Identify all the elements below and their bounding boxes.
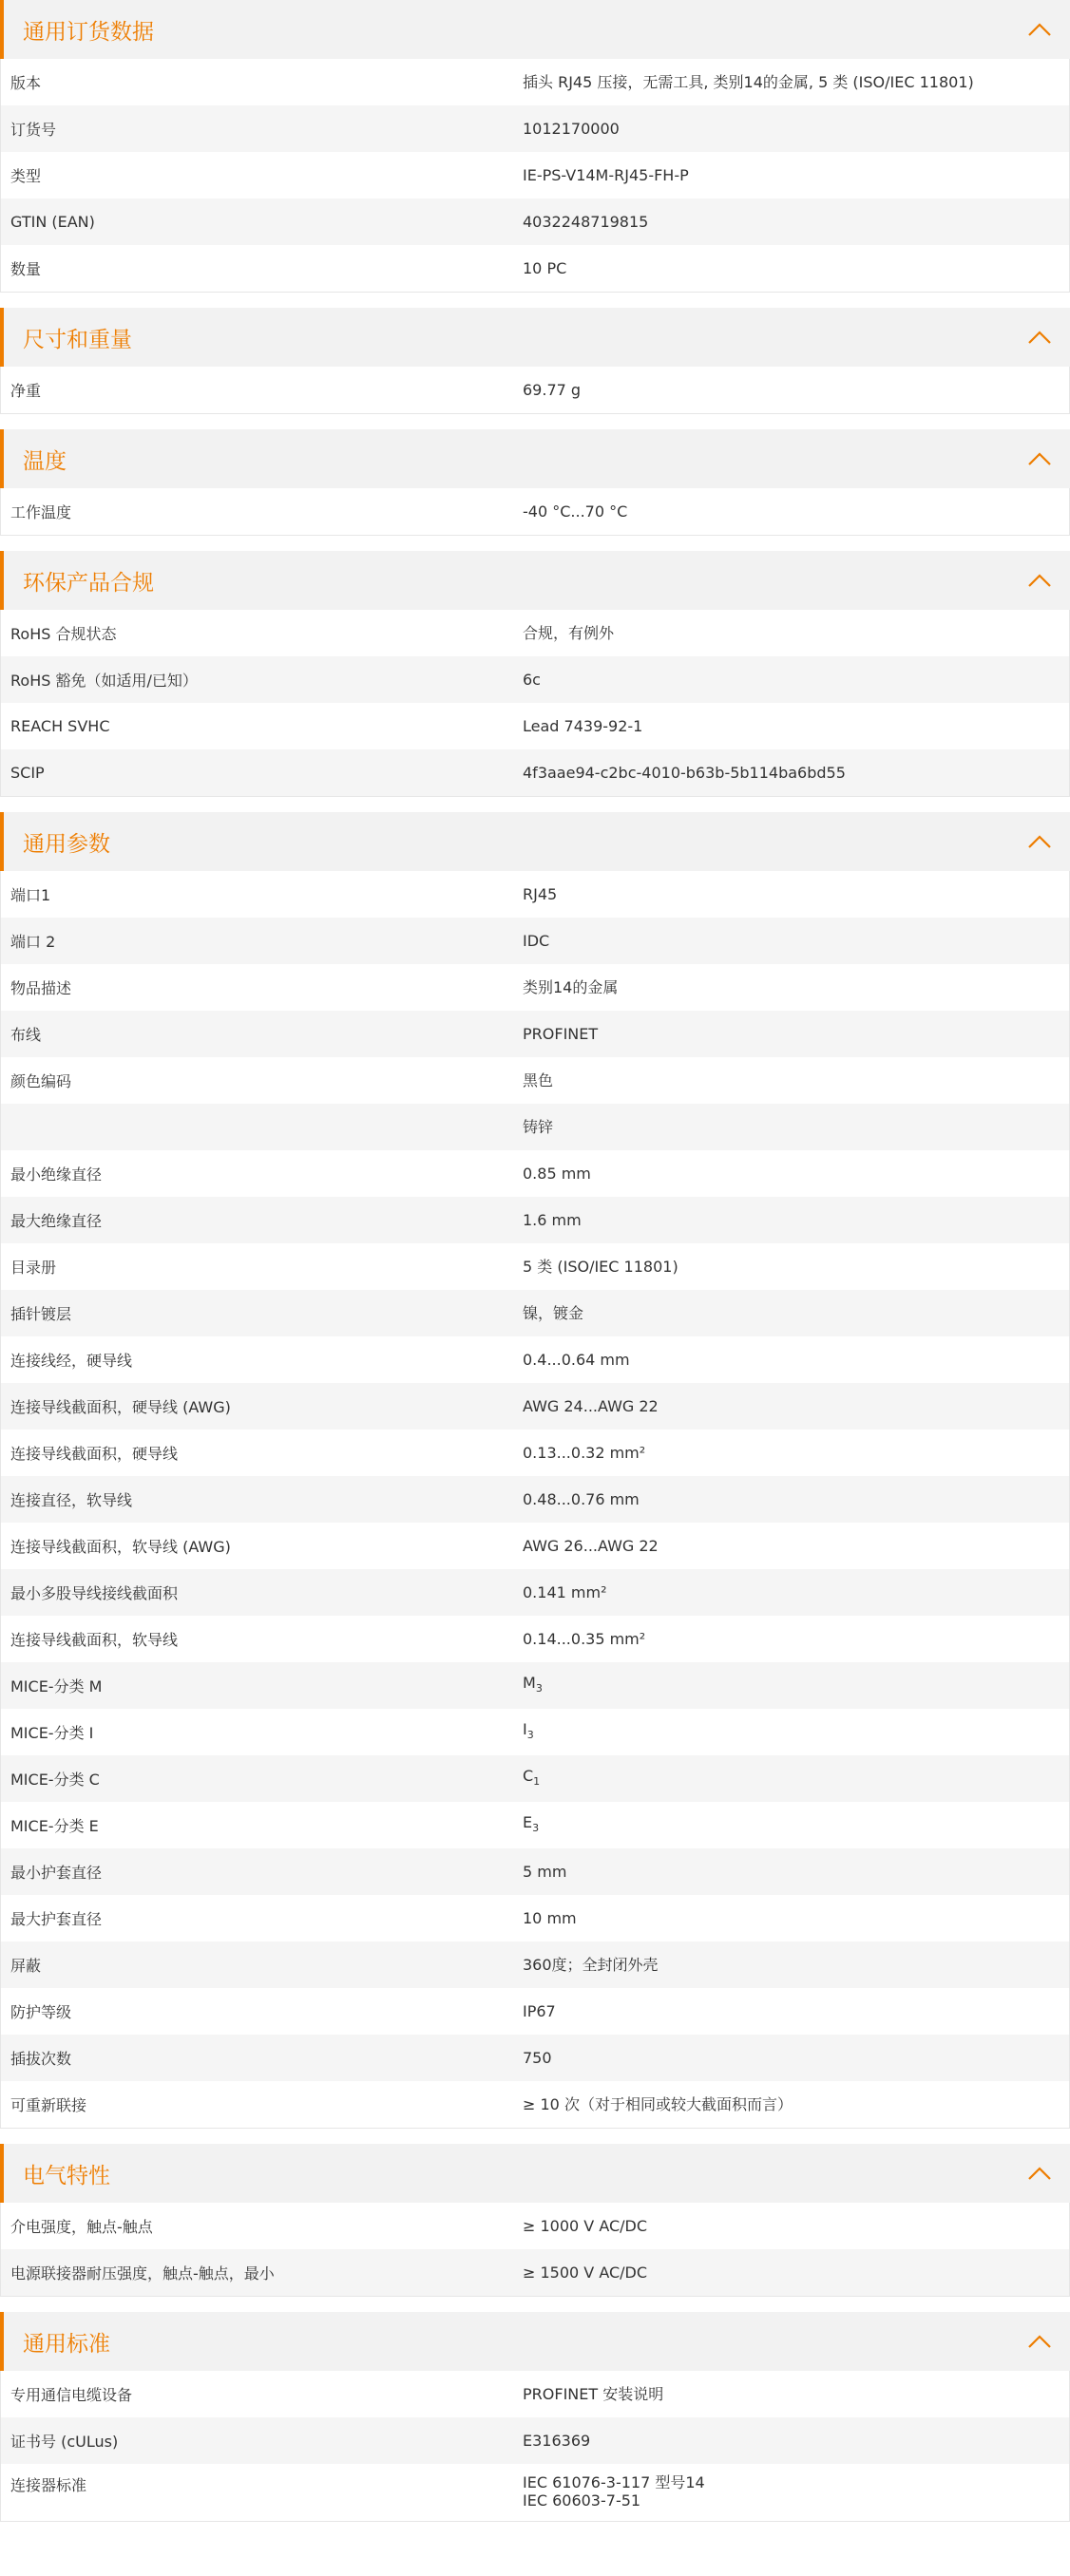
spec-value-text: 1012170000: [523, 120, 620, 138]
spec-value-text: 0.85 mm: [523, 1165, 591, 1183]
spec-row: [1, 964, 1069, 1011]
spec-label: MICE-分类 M: [10, 1677, 103, 1695]
spec-value: [513, 1025, 1069, 1043]
section-header[interactable]: [0, 429, 1070, 488]
spec-value-text: 插头 RJ45 压接，无需工具, 类别14的金属, 5 类 (ISO/IEC 11801): [523, 73, 974, 91]
spec-label: 插针镀层: [10, 1305, 72, 1323]
spec-table: [0, 871, 1070, 2129]
spec-label: MICE-分类 C: [10, 1771, 100, 1789]
spec-value-text: 1.6 mm: [523, 1211, 582, 1229]
section-title: 通用标准: [23, 2331, 110, 2357]
spec-label: 连接器标准: [10, 2476, 87, 2494]
spec-value: [513, 1909, 1069, 1927]
spec-value: [513, 764, 1069, 782]
spec-label: GTIN (EAN): [10, 213, 95, 231]
spec-table: [0, 610, 1070, 797]
spec-table: [0, 488, 1070, 536]
spec-row: [1, 1383, 1069, 1430]
spec-label: 电源联接器耐压强度，触点-触点，最小: [10, 2264, 275, 2282]
spec-row: [1, 871, 1069, 918]
spec-value-text: PROFINET 安装说明: [523, 2385, 664, 2403]
spec-value: [513, 1583, 1069, 1601]
spec-label: 最大护套直径: [10, 1910, 103, 1928]
spec-row: [1, 2417, 1069, 2464]
spec-row: [1, 1430, 1069, 1476]
spec-value: [513, 1351, 1069, 1369]
spec-value-text: 0.48...0.76 mm: [523, 1490, 640, 1508]
spec-value-text: AWG 24...AWG 22: [523, 1397, 659, 1415]
spec-value-text: 4f3aae94-c2bc-4010-b63b-5b114ba6bd55: [523, 764, 846, 782]
spec-value: [513, 1397, 1069, 1415]
spec-label: RoHS 合规状态: [10, 625, 117, 643]
spec-value: [513, 1863, 1069, 1881]
spec-value: [513, 1165, 1069, 1183]
spec-value-text: ≥ 10 次（对于相同或较大截面积而言）: [523, 2095, 793, 2113]
spec-value: [513, 2473, 1069, 2510]
spec-value: [513, 1537, 1069, 1555]
spec-row: [1, 2249, 1069, 2296]
spec-value: [513, 259, 1069, 277]
spec-row: [1, 1895, 1069, 1941]
spec-value-text: 0.13...0.32 mm²: [523, 1444, 646, 1462]
chevron-up-icon[interactable]: [1022, 824, 1057, 859]
spec-value-text: ≥ 1500 V AC/DC: [523, 2263, 648, 2282]
spec-section: [0, 429, 1070, 536]
spec-row: [1, 1197, 1069, 1243]
spec-value-text: 镍，镀金: [523, 1304, 584, 1322]
spec-value-text: 5 类 (ISO/IEC 11801): [523, 1258, 678, 1276]
spec-value-line2: IEC 60603-7-51: [523, 2491, 641, 2510]
spec-label: 端口1: [10, 886, 51, 904]
spec-label: 连接导线截面积，硬导线 (AWG): [10, 1398, 231, 1416]
spec-value-text: M: [523, 1673, 536, 1692]
spec-value: [513, 885, 1069, 903]
chevron-up-icon[interactable]: [1022, 2324, 1057, 2358]
spec-label: 最小绝缘直径: [10, 1165, 103, 1184]
spec-value: [513, 2002, 1069, 2020]
spec-value: [513, 624, 1069, 642]
spec-label: 最小多股导线接线截面积: [10, 1584, 179, 1602]
spec-label: 连接导线截面积，硬导线: [10, 1445, 179, 1463]
spec-table: [0, 2203, 1070, 2297]
spec-label: 专用通信电缆设备: [10, 2386, 133, 2404]
spec-value: [513, 2049, 1069, 2067]
spec-label: 介电强度，触点-触点: [10, 2218, 153, 2236]
spec-label: RoHS 豁免（如适用/已知）: [10, 672, 198, 690]
spec-row: [1, 1523, 1069, 1569]
spec-row: [1, 105, 1069, 152]
spec-value: [513, 502, 1069, 521]
spec-label: 目录册: [10, 1259, 57, 1277]
spec-value-text: 5 mm: [523, 1863, 567, 1881]
spec-label: MICE-分类 I: [10, 1724, 94, 1742]
spec-value: [513, 1258, 1069, 1276]
spec-value-text: E316369: [523, 2432, 591, 2450]
section-title: 电气特性: [23, 2163, 110, 2188]
spec-value-subscript: 3: [535, 1682, 543, 1695]
spec-value-text: 750: [523, 2049, 552, 2067]
spec-value-text: Lead 7439-92-1: [523, 717, 643, 735]
spec-value-text: 10 mm: [523, 1909, 577, 1927]
spec-row: [1, 610, 1069, 656]
spec-value: [513, 1720, 1069, 1744]
spec-row: [1, 488, 1069, 535]
spec-value: [513, 1304, 1069, 1322]
spec-row: [1, 59, 1069, 105]
spec-value-text: 0.4...0.64 mm: [523, 1351, 630, 1369]
spec-value: [513, 2385, 1069, 2403]
spec-value-subscript: 1: [533, 1775, 541, 1789]
spec-row: [1, 1336, 1069, 1383]
spec-label: 证书号 (cULus): [10, 2433, 119, 2451]
spec-value: [513, 1211, 1069, 1229]
spec-row: [1, 245, 1069, 292]
spec-value: [513, 932, 1069, 950]
spec-section: [0, 0, 1070, 293]
spec-value: [513, 717, 1069, 735]
spec-row: [1, 1290, 1069, 1336]
spec-table: [0, 367, 1070, 414]
spec-value-text: IE-PS-V14M-RJ45-FH-P: [523, 166, 689, 184]
spec-row: [1, 1057, 1069, 1104]
section-title: 通用参数: [23, 831, 110, 857]
chevron-up-icon[interactable]: [1022, 12, 1057, 47]
spec-label: 订货号: [10, 121, 57, 139]
spec-value-text: AWG 26...AWG 22: [523, 1537, 659, 1555]
spec-label: 防护等级: [10, 2003, 72, 2021]
chevron-up-icon[interactable]: [1022, 2156, 1057, 2190]
spec-row: [1, 1802, 1069, 1848]
spec-value-text: 10 PC: [523, 259, 567, 277]
spec-row: [1, 1476, 1069, 1523]
spec-value: [513, 671, 1069, 689]
spec-label: 连接导线截面积，软导线 (AWG): [10, 1538, 231, 1556]
spec-label: REACH SVHC: [10, 717, 110, 735]
spec-row: [1, 152, 1069, 199]
spec-value-text: IP67: [523, 2002, 556, 2020]
spec-value-text: 类别14的金属: [523, 978, 619, 996]
spec-row: [1, 1150, 1069, 1197]
spec-value-text: C: [523, 1766, 534, 1785]
section-header[interactable]: [0, 812, 1070, 871]
spec-row: [1, 2464, 1069, 2521]
spec-value-text: IDC: [523, 932, 550, 950]
spec-value: [513, 381, 1069, 399]
spec-label: 布线: [10, 1026, 42, 1044]
spec-label: 连接线经，硬导线: [10, 1352, 133, 1370]
spec-row: [1, 918, 1069, 964]
spec-label: SCIP: [10, 764, 45, 782]
spec-label: 插拔次数: [10, 2050, 72, 2068]
spec-row: [1, 1848, 1069, 1895]
spec-row: [1, 2371, 1069, 2417]
spec-value: [513, 2432, 1069, 2450]
spec-table: [0, 59, 1070, 293]
spec-value: [513, 166, 1069, 184]
spec-value: [513, 1813, 1069, 1837]
spec-label: 连接导线截面积，软导线: [10, 1631, 179, 1649]
spec-value-text: 合规，有例外: [523, 624, 615, 642]
section-header[interactable]: [0, 0, 1070, 59]
spec-value: [513, 1444, 1069, 1462]
spec-value: [513, 120, 1069, 138]
spec-row: [1, 1988, 1069, 2035]
chevron-up-icon[interactable]: [1022, 563, 1057, 597]
spec-value-text: E: [523, 1812, 533, 1831]
spec-value: [513, 2095, 1069, 2113]
spec-row: [1, 1755, 1069, 1802]
spec-label: 数量: [10, 260, 42, 278]
spec-label: 最小护套直径: [10, 1864, 103, 1882]
spec-label: 颜色编码: [10, 1072, 72, 1090]
spec-section: [0, 812, 1070, 2129]
spec-row: [1, 749, 1069, 796]
spec-value-text: -40 °C...70 °C: [523, 502, 628, 521]
spec-value: [513, 1118, 1069, 1136]
spec-value-text: 6c: [523, 671, 541, 689]
spec-label: 屏蔽: [10, 1957, 42, 1975]
spec-value: [513, 2263, 1069, 2282]
spec-row: [1, 199, 1069, 245]
spec-value-subscript: 3: [526, 1729, 534, 1742]
spec-value-text: 铸锌: [523, 1118, 554, 1136]
section-title: 尺寸和重量: [23, 327, 132, 352]
spec-value: [513, 1674, 1069, 1697]
spec-value: [513, 1490, 1069, 1508]
spec-row: [1, 367, 1069, 413]
section-header[interactable]: [0, 2144, 1070, 2203]
spec-value-text: 0.141 mm²: [523, 1583, 607, 1601]
spec-label: 版本: [10, 74, 42, 92]
section-title: 温度: [23, 448, 67, 474]
spec-value: [513, 73, 1069, 91]
spec-value-subscript: 3: [532, 1822, 540, 1835]
spec-row: [1, 1011, 1069, 1057]
section-title: 环保产品合规: [23, 570, 154, 596]
spec-label: 净重: [10, 382, 42, 400]
spec-row: [1, 1569, 1069, 1616]
spec-label: 类型: [10, 167, 42, 185]
spec-value: [513, 1630, 1069, 1648]
spec-section: [0, 2312, 1070, 2522]
spec-value: [513, 1956, 1069, 1974]
spec-value-text: I: [523, 1719, 527, 1738]
section-header[interactable]: [0, 308, 1070, 367]
spec-value-text: 0.14...0.35 mm²: [523, 1630, 646, 1648]
spec-row: [1, 1104, 1069, 1150]
spec-section: [0, 308, 1070, 414]
spec-row: [1, 2081, 1069, 2128]
spec-row: [1, 2203, 1069, 2249]
spec-value-text: 黑色: [523, 1071, 554, 1089]
spec-section: [0, 551, 1070, 797]
spec-label: 可重新联接: [10, 2096, 87, 2114]
spec-row: [1, 703, 1069, 749]
spec-value-text: IEC 61076-3-117 型号14: [523, 2473, 705, 2491]
section-header[interactable]: [0, 2312, 1070, 2371]
spec-value: [513, 1767, 1069, 1790]
spec-label: 工作温度: [10, 503, 72, 521]
spec-row: [1, 656, 1069, 703]
spec-value: [513, 2217, 1069, 2235]
spec-row: [1, 1616, 1069, 1662]
chevron-up-icon[interactable]: [1022, 320, 1057, 354]
spec-value-text: ≥ 1000 V AC/DC: [523, 2217, 648, 2235]
spec-row: [1, 1662, 1069, 1709]
spec-label: MICE-分类 E: [10, 1817, 99, 1835]
spec-label: 最大绝缘直径: [10, 1212, 103, 1230]
spec-table: [0, 2371, 1070, 2522]
spec-value-text: 4032248719815: [523, 213, 649, 231]
spec-section: [0, 2144, 1070, 2297]
spec-value-text: 360度；全封闭外壳: [523, 1956, 659, 1974]
spec-row: [1, 1941, 1069, 1988]
spec-value-text: RJ45: [523, 885, 558, 903]
spec-label: 连接直径，软导线: [10, 1491, 133, 1509]
section-title: 通用订货数据: [23, 19, 154, 45]
spec-value: [513, 1071, 1069, 1089]
chevron-up-icon[interactable]: [1022, 442, 1057, 476]
section-header[interactable]: [0, 551, 1070, 610]
spec-value: [513, 213, 1069, 231]
spec-row: [1, 1709, 1069, 1755]
spec-row: [1, 2035, 1069, 2081]
spec-label: 端口 2: [10, 933, 56, 951]
spec-value-text: 69.77 g: [523, 381, 582, 399]
spec-value: [513, 978, 1069, 996]
spec-label: 物品描述: [10, 979, 72, 997]
spec-value-text: PROFINET: [523, 1025, 599, 1043]
spec-row: [1, 1243, 1069, 1290]
